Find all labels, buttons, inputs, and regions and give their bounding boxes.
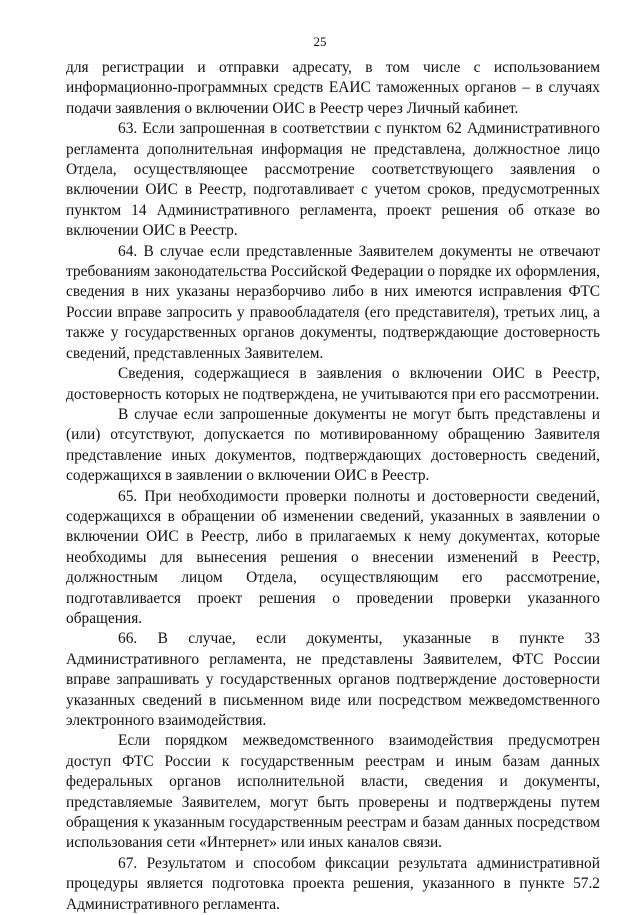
paragraph-64-documents: В случае если запрошенные документы не могут быть представлены и (или) отсутствуют, допускается по мотивированному обращению Заявителя представление иных документов, подтверждающих достоверность сведений, содержащихся в заявлении о включении ОИС в Реестр. — [66, 405, 600, 485]
paragraph-continuation: для регистрации и отправки адресату, в том числе с использованием информационно-программных средств ЕАИС таможенных органов – в случаях подачи заявления о включении ОИС в Реестр через Личный кабинет. — [66, 59, 600, 117]
paragraph-66-access: Если порядком межведомственного взаимодействия предусмотрен доступ ФТС России к государственным реестрам и иным базам данных федеральных органов исполнительной власти, сведения и документы, представляемые Заявителем, могут быть проверены и подтверждены путем обращения к указанным государственным реестрам и базам данных посредством использования сети «Интернет» или иных каналов связи. — [66, 732, 600, 852]
paragraph-65: 65. При необходимости проверки полноты и достоверности сведений, содержащихся в обращении об изменении сведений, указанных в заявлении о включении ОИС в Реестр, либо в прилагаемых к нему документах, которые необходимы для вынесения решения о внесении изменений в Реестр, должностным лицом Отдела, осуществляющим его рассмотрение, подготавливается проект решения о проведении проверки указанного обращения. — [66, 487, 600, 627]
paragraph-67: 67. Результатом и способом фиксации результата административной процедуры является подготовка проекта решения, указанного в пункте 57.2 Административного регламента. — [66, 854, 600, 913]
paragraph-66: 66. В случае, если документы, указанные в пункте 33 Административного регламента, не представлены Заявителем, ФТС России вправе запрашивать у государственных органов подтверждение достоверности указанных сведений в письменном виде или посредством межведомственного электронного взаимодействия. — [66, 630, 600, 729]
paragraph-63: 63. Если запрошенная в соответствии с пунктом 62 Административного регламента дополнительная информация не представлена, должностное лицо Отдела, осуществляющее рассмотрение соответствующего заявления о включении ОИС в Реестр, подготавливает с учетом сроков, предусмотренных пунктом 14 Административного регламента, проект решения об отказе во включении ОИС в Реестр. — [66, 120, 600, 240]
paragraph-64: 64. В случае если представленные Заявителем документы не отвечают требованиям законодательства Российской Федерации о порядке их оформления, сведения в них указаны неразборчиво либо в них имеются исправления ФТС России вправе запросить у правообладателя (его представителя), третьих лиц, а также у государственных органов документы, подтверждающие достоверность сведений, представленных Заявителем. — [66, 242, 600, 362]
paragraph-64-info: Сведения, содержащиеся в заявления о включении ОИС в Реестр, достоверность которых не подтверждена, не учитываются при его рассмотрении. — [66, 365, 600, 403]
page-number: 25 — [313, 34, 327, 49]
body-text — [66, 58, 600, 915]
